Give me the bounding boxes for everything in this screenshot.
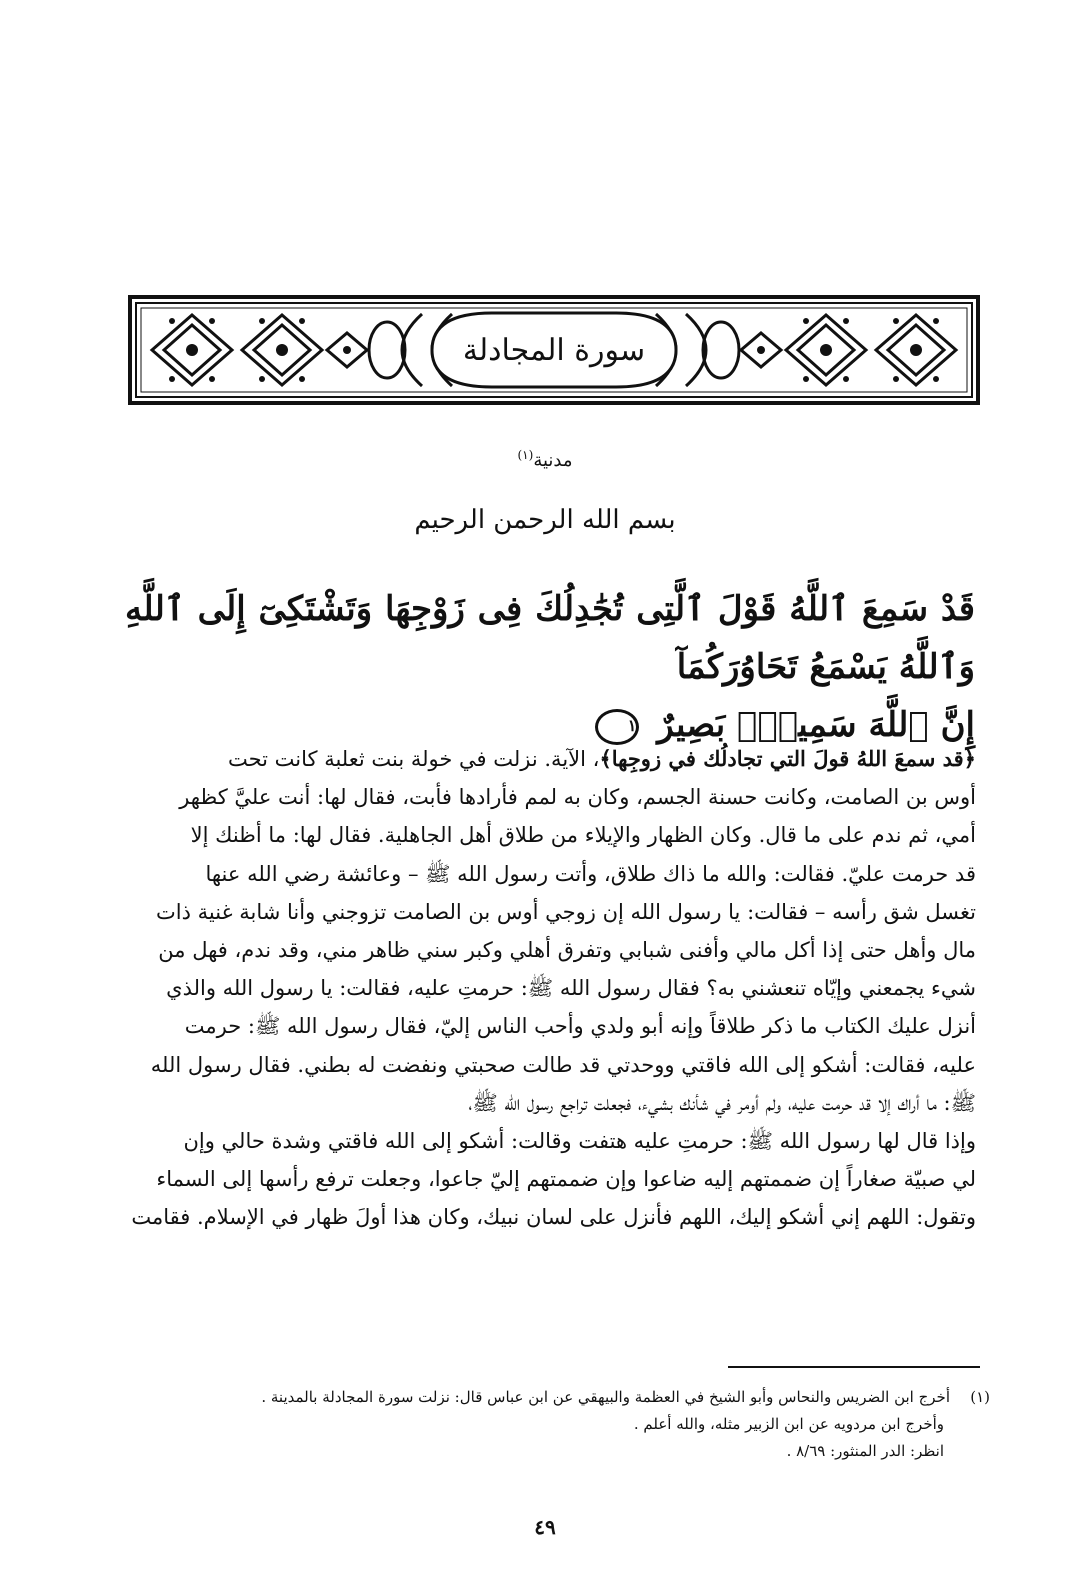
footnotes: [180, 1384, 990, 1465]
body-line: أنزل عليك الكتاب ما ذكر طلاقاً وإنه أبو ولدي وأحب الناس إليّ، فقال رسول الله ﷺ: حرمت: [184, 1014, 976, 1039]
ayah-number-marker: ١: [595, 709, 639, 745]
body-line: مال وأهل حتى إذا أكل مالي وأفنى شبابي وتفرق أهلي وكبر سني ظاهر مني، وقد ندم، فهل من: [158, 938, 976, 963]
footnote-line: (١)أخرج ابن الضريس والنحاس وأبو الشيخ في العظمة والبيهقي عن ابن عباس قال: نزلت سورة المجادلة بالمدينة .: [180, 1384, 990, 1411]
body-line: أوس بن الصامت، وكانت حسنة الجسم، وكان به لمم فأرادها فأبت، فقال لها: أنت عليَّ كظهر: [179, 785, 976, 810]
revelation-label: [480, 448, 610, 471]
body-line: وتقول: اللهم إني أشكو إليك، اللهم فأنزل على لسان نبيك، وكان هذا أولَ ظهار في الإسلام. فقامت: [131, 1205, 976, 1230]
surah-header-frame: [128, 295, 980, 405]
quran-verse: [125, 580, 975, 754]
body-line: وإذا قال لها رسول الله ﷺ: حرمتِ عليه هتفت وقالت: أشكو إلى الله فاقتي وشدة حالي وإن: [183, 1129, 976, 1154]
footnote-line: انظر: الدر المنثور: ٨/٦٩ .: [786, 1442, 944, 1460]
footnote-ref: (١): [517, 448, 534, 462]
body-line: ﴿قد سمعَ اللهُ قولَ التي تجادلُك في زوجِها﴾، الآية. نزلت في خولة بنت ثعلبة كانت تحت: [227, 746, 976, 771]
body-line: أمي، ثم ندم على ما قال. وكان الظهار والإيلاء من طلاق أهل الجاهلية. فقال لها: ما أظنك إلا: [190, 823, 976, 848]
footnote-number: (١): [970, 1388, 990, 1406]
body-line: قد حرمت عليّ. فقالت: والله ما ذاك طلاق، وأتت رسول الله ﷺ – وعائشة رضي الله عنها: [205, 861, 976, 886]
tafsir-body: [130, 740, 976, 1237]
footnote-divider: [728, 1366, 980, 1368]
verse-line: قَدْ سَمِعَ ٱللَّهُ قَوْلَ ٱلَّتِى تُجَٰدِلُكَ فِى زَوْجِهَا وَتَشْتَكِىٓ إِلَى ٱللَّهِ وَٱللَّهُ يَسْمَعُ تَحَاوُرَكُمَآ: [125, 589, 975, 687]
page-number: ٤٩: [534, 1515, 556, 1539]
verse-line: إِنَّ ٱللَّهَ سَمِيعٌۢ بَصِيرٌ ١: [125, 696, 975, 754]
body-line: ﷺ: ما أراك إلا قد حرمت عليه، ولم أومر في شأنك بشيء، فجعلت تراجع رسول الله ﷺ،: [468, 1090, 976, 1115]
body-line: شيء يجمعني وإيّاه تنعشني به؟ فقال رسول الله ﷺ: حرمتِ عليه، فقالت: يا رسول الله والذي: [166, 976, 976, 1001]
verse-quote: ﴿قد سمعَ اللهُ قولَ التي تجادلُك في زوجِها﴾: [599, 746, 976, 771]
surah-title: سورة المجادلة: [462, 332, 646, 368]
basmala: بسم الله الرحمن الرحيم: [414, 505, 676, 535]
body-line: لي صبيّة صغاراً إن ضممتهم إليه ضاعوا وإن ضممتهم إليّ جاعوا، وجعلت ترفع رأسها إلى السماء: [156, 1167, 976, 1192]
body-line: تغسل شق رأسه – فقالت: يا رسول الله إن زوجي أوس بن الصامت تزوجني وأنا شابة غنية ذات: [156, 899, 976, 924]
body-line: عليه، فقالت: أشكو إلى الله فاقتي ووحدتي قد طالت صحبتي ونفضت له بطني. فقال رسول الله: [150, 1052, 976, 1077]
footnote-line: وأخرج ابن مردويه عن ابن الزبير مثله، والله أعلم .: [633, 1415, 944, 1433]
revelation-text: مدنية: [533, 450, 573, 471]
